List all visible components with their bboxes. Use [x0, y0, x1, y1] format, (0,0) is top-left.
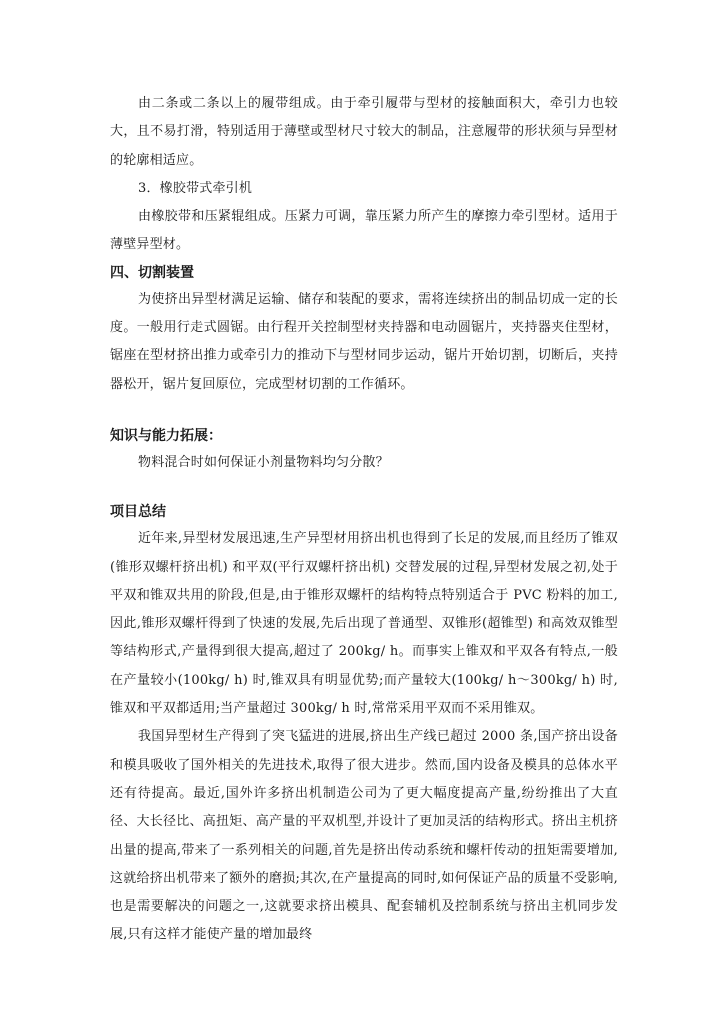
- knowledge-question: 物料混合时如何保证小剂量物料均匀分散？: [138, 454, 389, 470]
- document-page: [110, 90, 618, 950]
- cutting-section-heading: 四、切割装置: [110, 264, 194, 281]
- summary-paragraph-1: 近年来,异型材发展迅速,生产异型材用挤出机也得到了长足的发展,而且经历了锥双(锥形双螺杆挤出机) 和平双(平行双螺杆挤出机) 交替发展的过程,异型材发展之初,处于平双和锥双共用的阶段,但是,由于锥形双螺杆的结构特点特别适合于 PVC 粉料的加工,因此,锥形双螺杆得到了快速的发展,先后出现了普通型、双锥形(超锥型) 和高效双锥型等结构形式,产量得到很大提高,超过了 200kg/ h。而事实上锥双和平双各有特点,一般在产量较小(100kg/ h) 时,锥双具有明显优势;而产量较大(100kg/ h～300kg/ h) 时,锥双和平双都适用;当产量超过 300kg/ h 时,常常采用平双而不采用锥双。: [110, 531, 618, 717]
- spacer: [110, 399, 618, 423]
- summary-paragraph-2: 我国异型材生产得到了突飞猛进的进展,挤出生产线已超过 2000 条,国产挤出设备和模具吸收了国外相关的先进技术,取得了很大进步。然而,国内设备及模具的总体水平还有待提高。最近,国外许多挤出机制造公司为了更大幅度提高产量,纷纷推出了大直径、大长径比、高扭矩、高产量的平双机型,并设计了更加灵活的结构形式。挤出主机挤出量的提高,带来了一系列相关的问题,首先是挤出传动系统和螺杆传动的扭矩需要增加,这就给挤出机带来了额外的磨损;其次,在产量提高的同时,如何保证产品的质量不受影响,也是需要解决的问题之一,这就要求挤出模具、配套辅机及控制系统与挤出主机同步发展,只有这样才能使产量的增加最终: [110, 729, 618, 943]
- summary-heading: 项目总结: [110, 504, 166, 521]
- track-paragraph: 由二条或二条以上的履带组成。由于牵引履带与型材的接触面积大，牵引力也较大，且不易打滑，特别适用于薄壁或型材尺寸较大的制品，注意履带的形状须与异型材的轮廓相适应。: [110, 96, 618, 168]
- rubber-belt-item-body: 由橡胶带和压紧辊组成。压紧力可调，靠压紧力所产生的摩擦力牵引型材。适用于薄壁异型材。: [110, 209, 618, 253]
- cutting-paragraph: 为使挤出异型材满足运输、储存和装配的要求，需将连续挤出的制品切成一定的长度。一般用行走式圆锯。由行程开关控制型材夹持器和电动圆锯片，夹持器夹住型材，锯座在型材挤出推力或牵引力的推动下与型材同步运动，锯片开始切割，切断后，夹持器松开，锯片复回原位，完成型材切割的工作循环。: [110, 291, 618, 392]
- rubber-belt-item-title: 3．橡胶带式牵引机: [138, 180, 253, 196]
- spacer: [110, 477, 618, 499]
- knowledge-heading: 知识与能力拓展：: [110, 427, 222, 444]
